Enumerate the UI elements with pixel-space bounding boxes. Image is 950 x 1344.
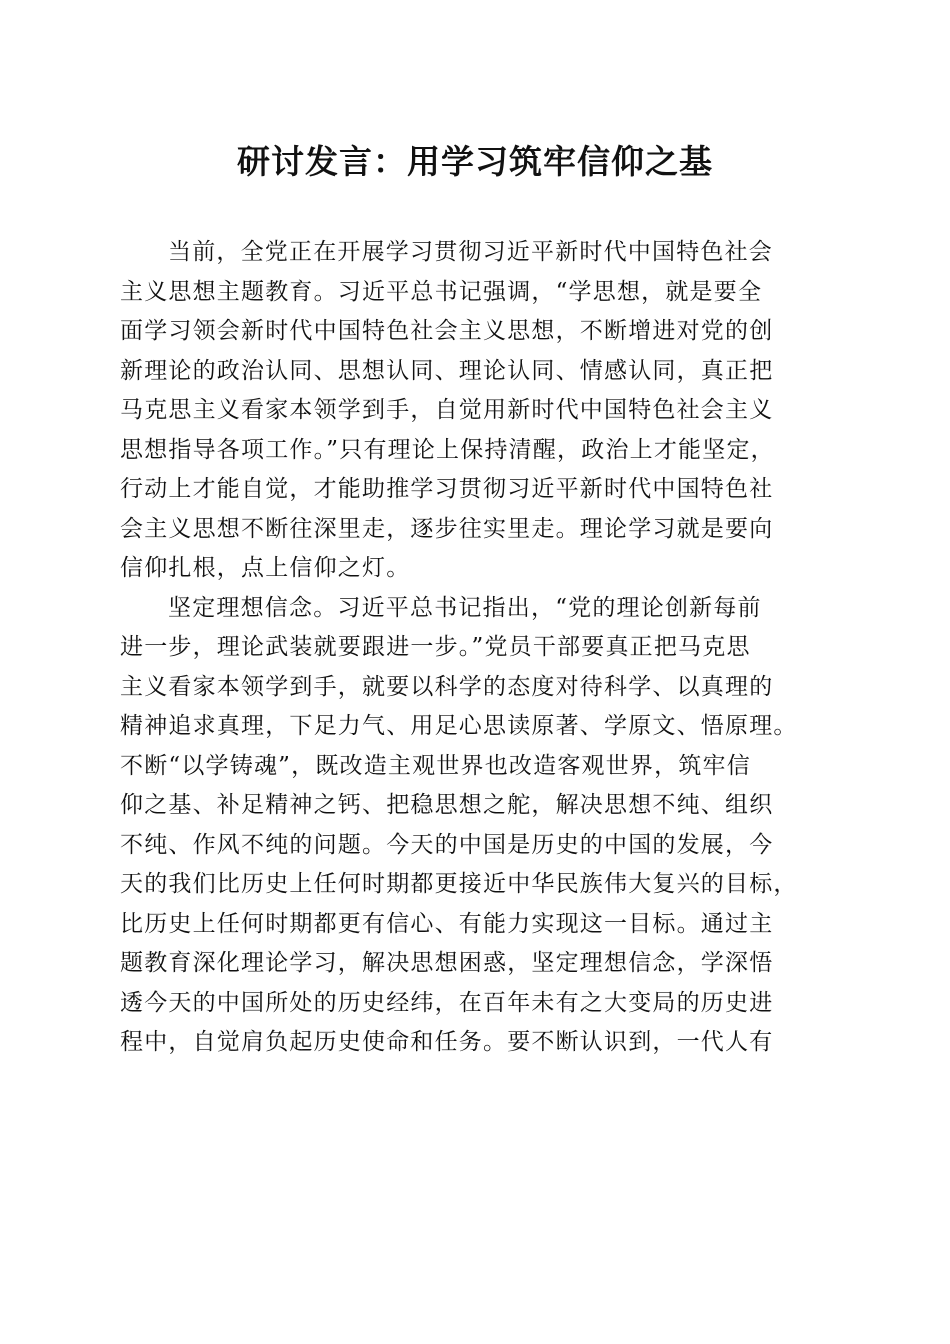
text-line: 透今天的中国所处的历史经纬，在百年未有之大变局的历史进 — [120, 989, 774, 1016]
text-line: 信仰扎根，点上信仰之灯。 — [120, 555, 411, 581]
text-line: 天的我们比历史上任何时期都更接近中华民族伟大复兴的目标， — [120, 871, 798, 897]
paragraph-1 — [120, 233, 832, 589]
document-body — [120, 233, 832, 1063]
text-line: 主义看家本领学到手，就要以科学的态度对待科学、以真理的 — [120, 673, 774, 700]
text-line: 仰之基、补足精神之钙、把稳思想之舵，解决思想不纯、组织 — [120, 792, 774, 818]
text-line: 题教育深化理论学习，解决思想困惑，坚定理想信念，学深悟 — [120, 950, 774, 976]
text-line: 不纯、作风不纯的问题。今天的中国是历史的中国的发展，今 — [120, 831, 774, 858]
text-line: 不断“以学铸魂”，既改造主观世界也改造客观世界，筑牢信 — [120, 752, 751, 779]
page-title: 研讨发言：用学习筑牢信仰之基 — [237, 142, 713, 181]
paragraph-2 — [120, 589, 832, 1063]
text-line: 思想指导各项工作。”只有理论上保持清醒，政治上才能坚定， — [120, 436, 775, 463]
text-line: 马克思主义看家本领学到手，自觉用新时代中国特色社会主义 — [120, 397, 774, 423]
text-line: 当前，全党正在开展学习贯彻习近平新时代中国特色社会 — [168, 239, 773, 265]
text-line: 比历史上任何时期都更有信心、有能力实现这一目标。通过主 — [120, 910, 774, 937]
text-line: 会主义思想不断往深里走，逐步往实里走。理论学习就是要向 — [120, 515, 774, 542]
text-line: 主义思想主题教育。习近平总书记强调，“学思想，就是要全 — [120, 278, 763, 305]
text-line: 新理论的政治认同、思想认同、理论认同、情感认同，真正把 — [120, 357, 774, 384]
text-line: 面学习领会新时代中国特色社会主义思想，不断增进对党的创 — [120, 318, 774, 344]
text-line: 进一步，理论武装就要跟进一步。”党员干部要真正把马克思 — [120, 634, 751, 660]
text-line: 精神追求真理，下足力气、用足心思读原著、学原文、悟原理。 — [120, 713, 798, 739]
text-line: 坚定理想信念。习近平总书记指出，“党的理论创新每前 — [168, 594, 762, 621]
text-line: 程中，自觉肩负起历史使命和任务。要不断认识到，一代人有 — [120, 1029, 774, 1055]
text-line: 行动上才能自觉，才能助推学习贯彻习近平新时代中国特色社 — [120, 476, 774, 502]
